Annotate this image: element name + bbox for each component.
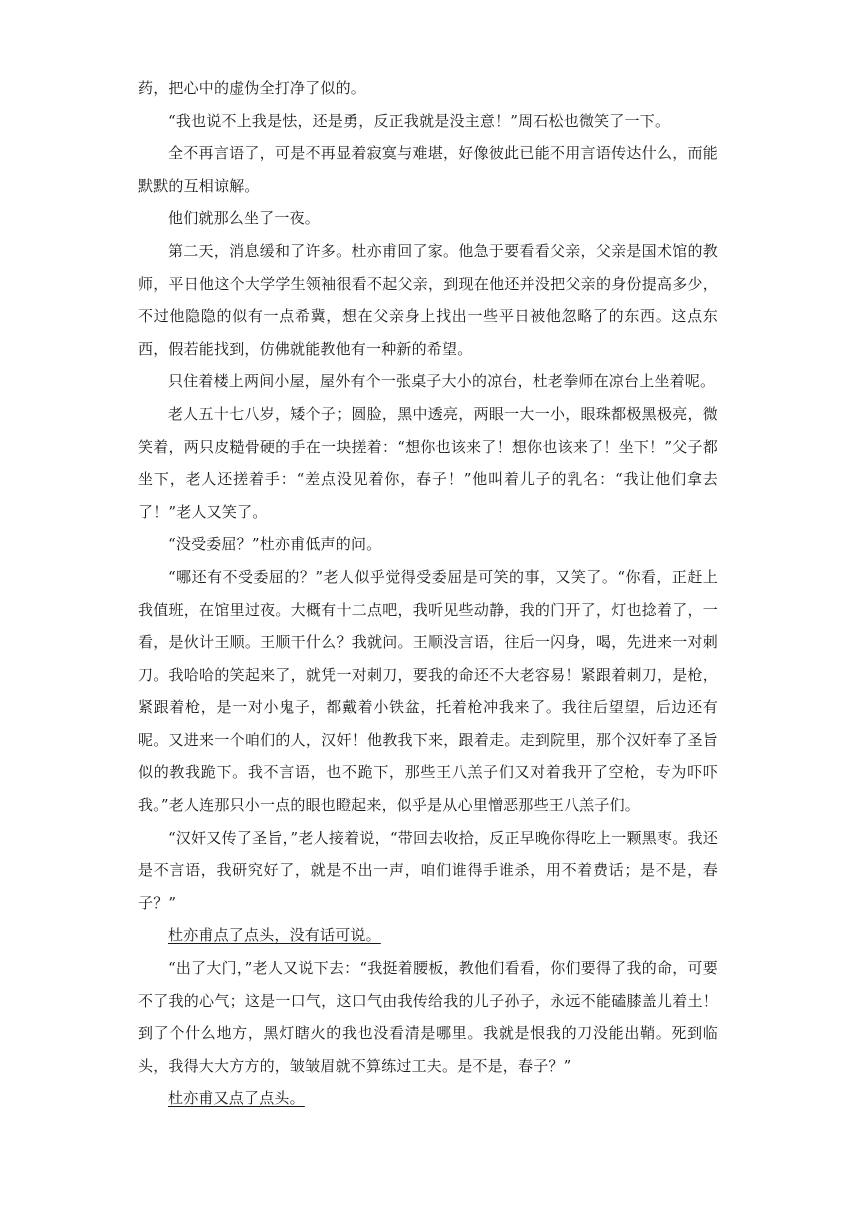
underlined-sentence-1: 杜亦甫点了点头，没有话可说。 bbox=[168, 926, 381, 945]
paragraph-1: 药，把心中的虚伪全打净了似的。 bbox=[138, 79, 367, 97]
paragraph-4: 他们就那么坐了一夜。 bbox=[168, 209, 321, 228]
paragraph-2: “我也说不上我是怯，还是勇，反正我就是没主意！”周石松也微笑了一下。 bbox=[168, 111, 671, 130]
story-text bbox=[138, 72, 718, 1115]
paragraph-10: “汉奸又传了圣旨，”老人接着说，“带回去收拾，反正早晚你得吃上一颗黑枣。我还是不言语，我研究好了，就是不出一声，咱们谁得手谁杀，用不着费话；是不是，春子？” bbox=[138, 828, 718, 912]
paragraph-7: 老人五十七八岁，矮个子；圆脸，黑中透亮，两眼一大一小，眼珠都极黑极亮，微笑着，两只皮糙骨硬的手在一块搓着：“想你也该来了！想你也该来了！坐下！”父子都坐下，老人还搓着手：“差点没见着你，春子！”他叫着儿子的乳名：“我让他们拿去了！”老人又笑了。 bbox=[138, 404, 718, 521]
paragraph-9: “哪还有不受委屈的？”老人似乎觉得受委屈是可笑的事，又笑了。“你看，正赶上我值班，在馆里过夜。大概有十二点吧，我听见些动静，我的门开了，灯也捻着了，一看，是伙计王顺。王顺干什么？我就问。王顺没言语，往后一闪身，喝，先进来一对刺刀。我哈哈的笑起来了，就凭一对刺刀，要我的命还不大老容易！紧跟着刺刀，是枪，紧跟着枪，是一对小鬼子，都戴着小铁盆，托着枪冲我来了。我往后望望，后边还有呢。又进来一个咱们的人，汉奸！他教我下来，跟着走。走到院里，那个汉奸奉了圣旨似的教我跪下。我不言语，也不跪下，那些王八羔子们又对着我开了空枪，专为吓吓我。”老人连那只小一点的眼也瞪起来，似乎是从心里憎恶那些王八羔子们。 bbox=[138, 567, 718, 815]
paragraph-6: 只住着楼上两间小屋，屋外有个一张桌子大小的凉台，杜老拳师在凉台上坐着呢。 bbox=[168, 372, 716, 391]
paragraph-12: “出了大门，”老人又说下去：“我挺着腰板，教他们看看，你们要得了我的命，可要不了我的心气；这是一口气，这口气由我传给我的儿子孙子，永远不能磕膝盖儿着土！到了个什么地方，黑灯瞎火的我也没看清是哪里。我就是恨我的刀没能出鞘。死到临头，我得大大方方的，皱皱眉就不算练过工夫。是不是，春子？” bbox=[138, 959, 718, 1075]
paragraph-8: “没受委屈？”杜亦甫低声的问。 bbox=[168, 535, 382, 554]
underlined-sentence-2: 杜亦甫又点了点头。 bbox=[168, 1089, 305, 1108]
paragraph-13-underlined bbox=[138, 1082, 718, 1115]
paragraph-5: 第二天，消息缓和了许多。杜亦甫回了家。他急于要看看父亲，父亲是国术馆的教师，平日他这个大学学生领袖很看不起父亲，到现在他还并没把父亲的身份提高多少，不过他隐隐的似有一点希冀，想在父亲身上找出一些平日被他忽略了的东西。这点东西，假若能找到，仿佛就能教他有一种新的希望。 bbox=[138, 241, 718, 358]
paragraph-3: 全不再言语了，可是不再显着寂寞与难堪，好像彼此已能不用言语传达什么，而能默默的互相谅解。 bbox=[138, 144, 718, 195]
paragraph-11-underlined bbox=[138, 919, 718, 952]
